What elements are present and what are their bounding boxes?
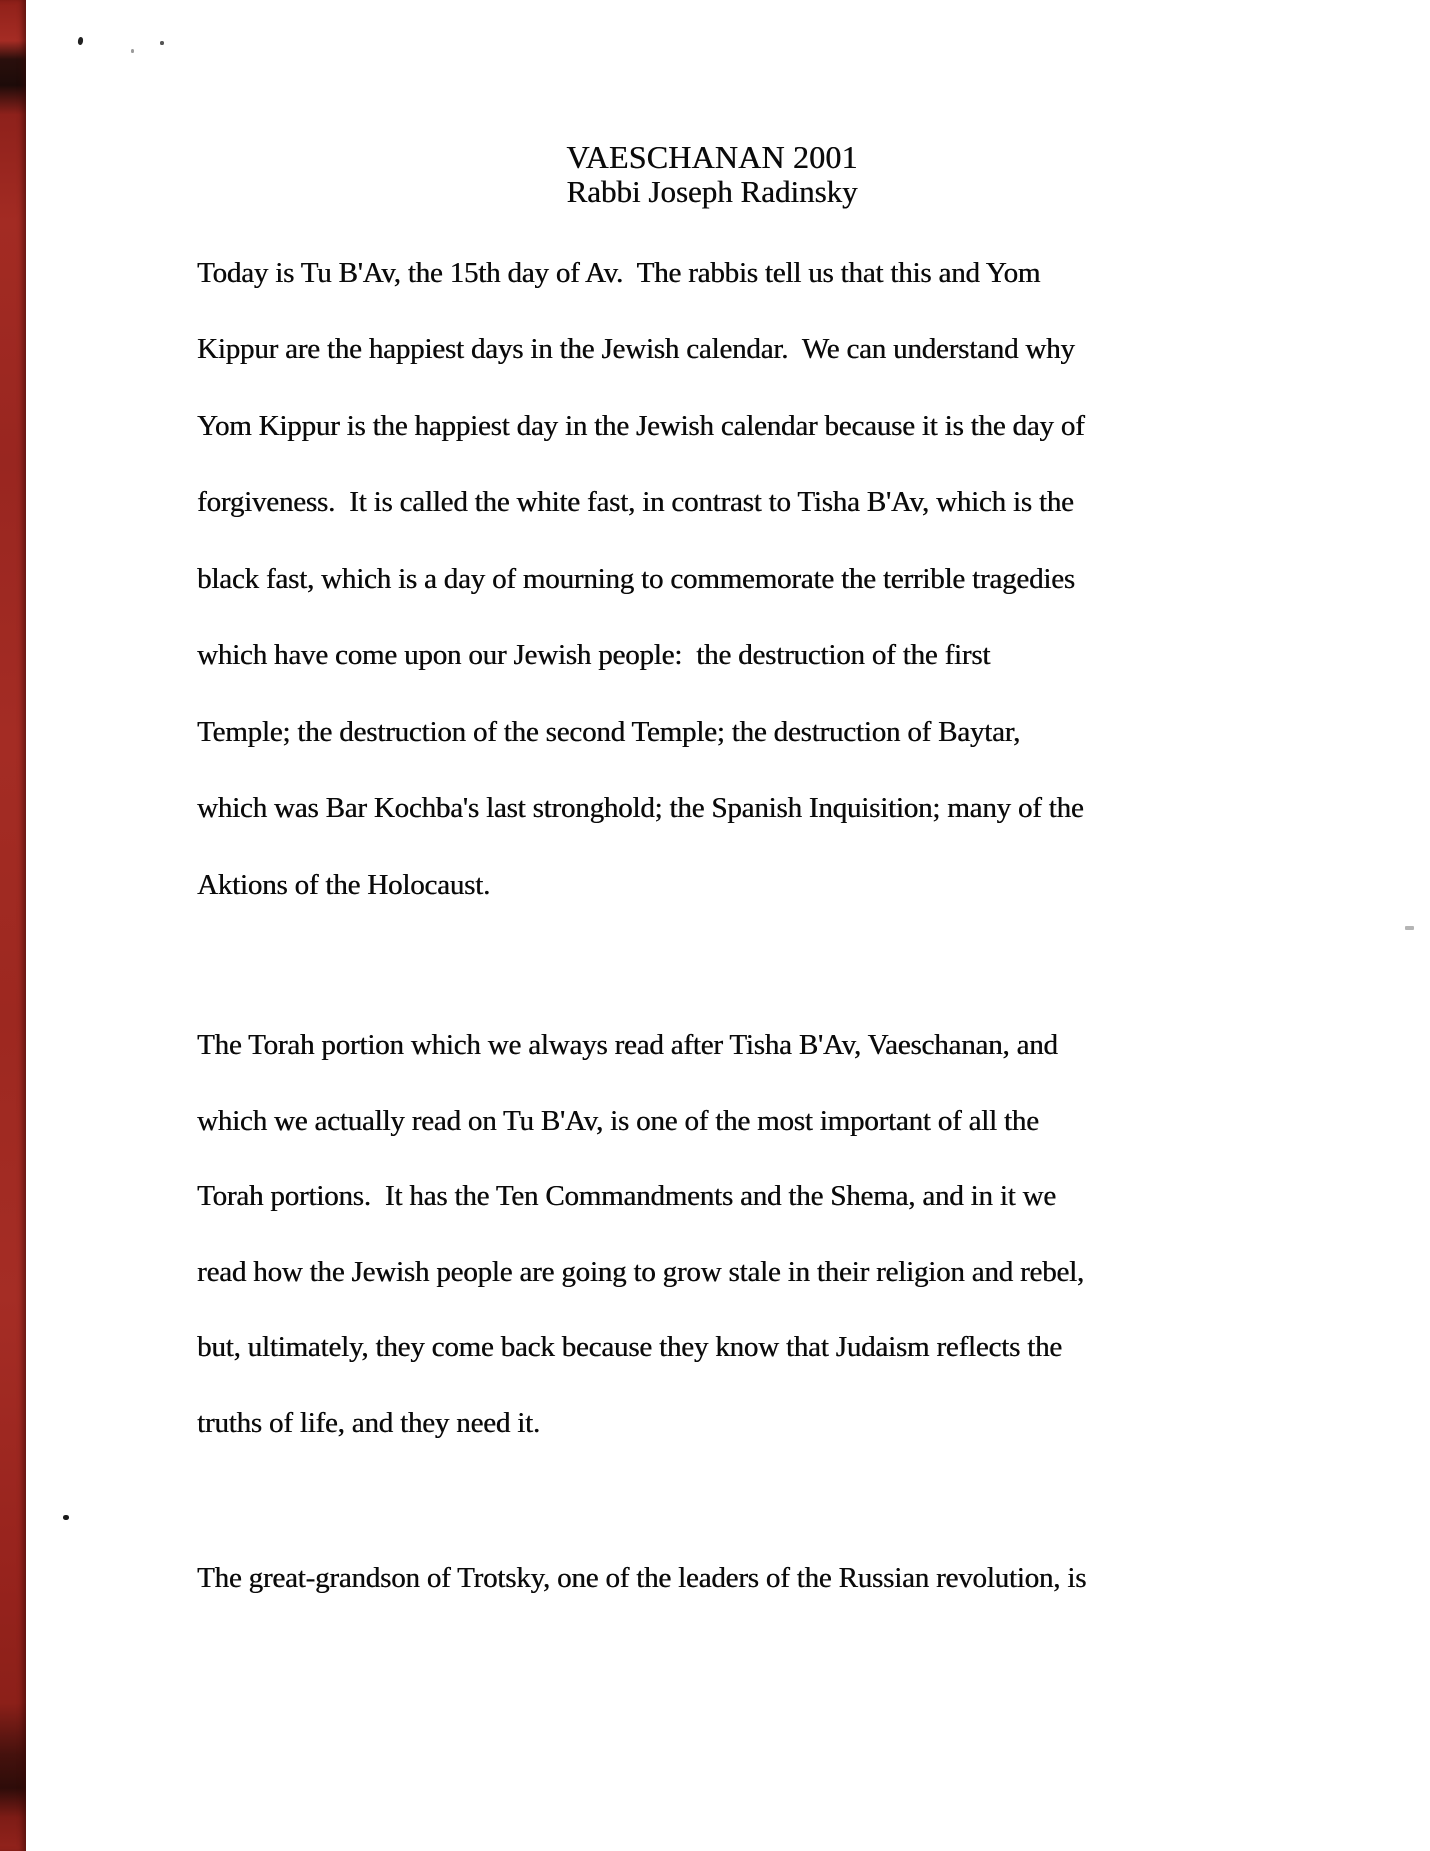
- body-line: Temple; the destruction of the second Temple; the destruction of Baytar,: [197, 716, 1021, 748]
- body-line: which we actually read on Tu B'Av, is one of the most important of all the: [197, 1105, 1039, 1137]
- body-line: The Torah portion which we always read after Tisha B'Av, Vaeschanan, and: [197, 1029, 1058, 1061]
- scan-speck: [77, 37, 83, 46]
- red-binder-edge: [0, 0, 26, 1851]
- scan-speck: [63, 1515, 69, 1520]
- body-line: but, ultimately, they come back because they know that Judaism reflects the: [197, 1331, 1062, 1363]
- body-line: forgiveness. It is called the white fast, in contrast to Tisha B'Av, which is the: [197, 486, 1074, 518]
- body-line: black fast, which is a day of mourning to commemorate the terrible tragedies: [197, 563, 1075, 595]
- body-line: Yom Kippur is the happiest day in the Jewish calendar because it is the day of: [197, 410, 1085, 442]
- body-line: Today is Tu B'Av, the 15th day of Av. The rabbis tell us that this and Yom: [197, 257, 1041, 289]
- body-line: which was Bar Kochba's last stronghold; the Spanish Inquisition; many of the: [197, 792, 1084, 824]
- body-line: truths of life, and they need it.: [197, 1407, 540, 1439]
- scan-speck: [131, 49, 134, 53]
- body-line: Aktions of the Holocaust.: [197, 869, 491, 901]
- sermon-text: [197, 0, 1227, 1851]
- scan-speck: [1405, 926, 1414, 930]
- body-line: which have come upon our Jewish people: the destruction of the first: [197, 639, 991, 671]
- body-line: Torah portions. It has the Ten Commandments and the Shema, and in it we: [197, 1180, 1056, 1212]
- body-line: read how the Jewish people are going to grow stale in their religion and rebel,: [197, 1256, 1084, 1288]
- body-line: The great-grandson of Trotsky, one of the leaders of the Russian revolution, is: [197, 1562, 1087, 1594]
- document-author: Rabbi Joseph Radinsky: [566, 174, 858, 209]
- scan-speck: [160, 41, 164, 45]
- body-line: Kippur are the happiest days in the Jewish calendar. We can understand why: [197, 333, 1075, 365]
- document-title: VAESCHANAN 2001: [566, 139, 858, 175]
